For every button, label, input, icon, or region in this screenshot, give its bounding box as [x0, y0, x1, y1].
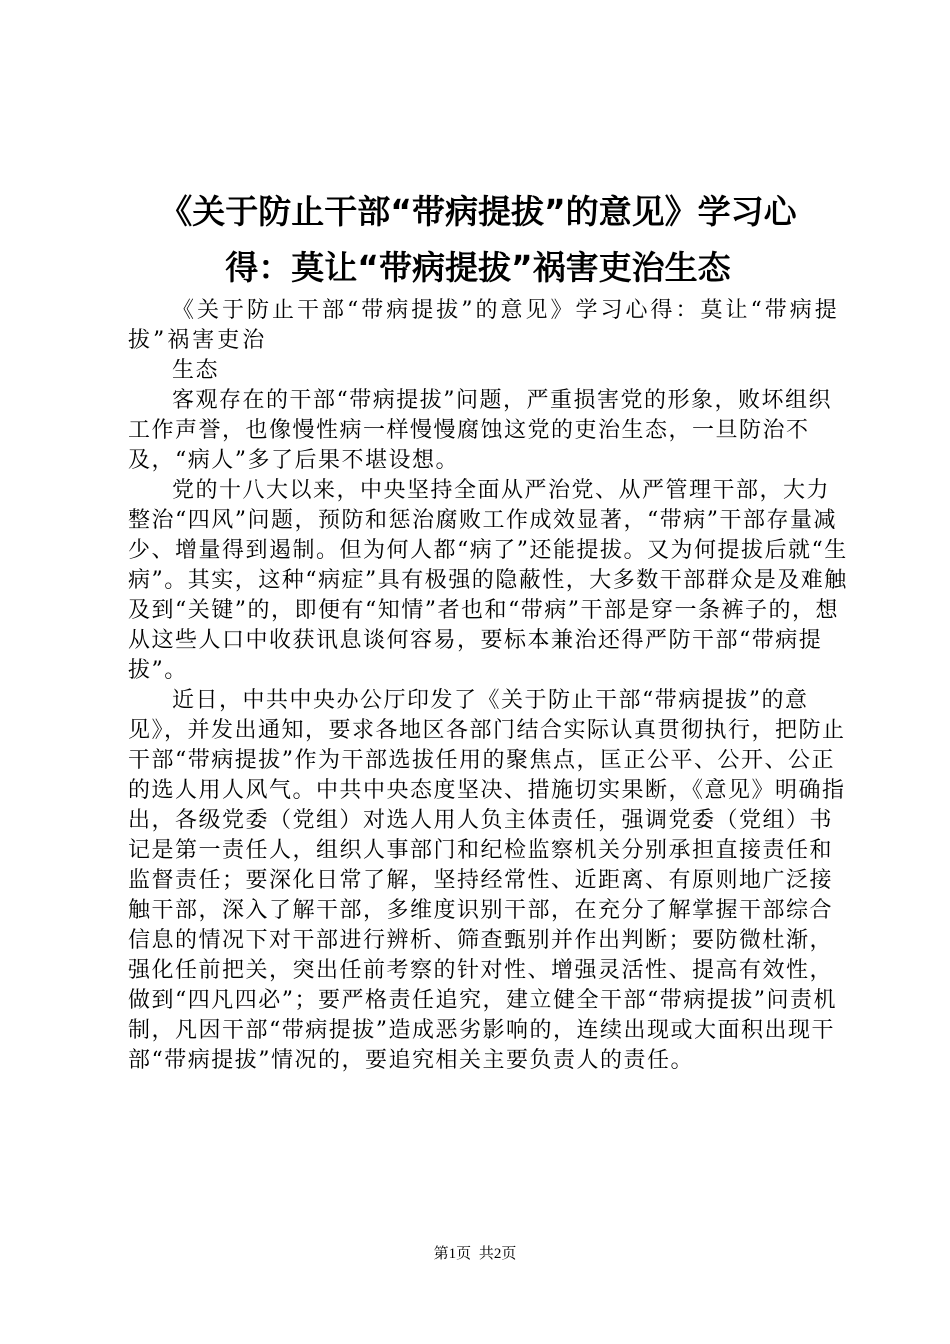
document-title — [128, 184, 828, 296]
page-number: 第1页 — [433, 1246, 472, 1262]
title-line-1: 《关于防止干部“带病提拔”的意见》学习心 — [159, 192, 797, 231]
page-total: 共2页 — [478, 1246, 517, 1262]
body-paragraph-1: 客观存在的干部“带病提拔”问题，严重损害党的形象，败坏组织工作声誉，也像慢性病一样慢慢腐蚀这党的吏治生态，一旦防治不及，“病人”多了后果不堪设想。 — [128, 388, 832, 473]
document-body — [128, 296, 848, 1076]
body-paragraph-2: 党的十八大以来，中央坚持全面从严治党、从严管理干部，大力整治“四风”问题，预防和惩治腐败工作成效显著，“带病”干部存量减少、增量得到遏制。但为何人都“病了”还能提拔。又为何提拔后就“生病”。其实，这种“病症”具有极强的隐蔽性，大多数干部群众是及难触及到“关键”的，即便有“知情”者也和“带病”干部是穿一条裤子的，想从这些人口中收获讯息谈何容易，要标本兼治还得严防干部“带病提拔”。 — [128, 478, 848, 683]
subtitle-continuation: 生态 — [172, 358, 220, 383]
title-line-2: 得：莫让“带病提拔”祸害吏治生态 — [225, 248, 731, 287]
subtitle-paragraph: 《关于防止干部“带病提拔”的意见》学习心得：莫让“带病提拔”祸害吏治 — [128, 298, 840, 353]
body-paragraph-3: 近日，中共中央办公厅印发了《关于防止干部“带病提拔”的意见》，并发出通知，要求各地区各部门结合实际认真贯彻执行，把防止干部“带病提拔”作为干部选拔任用的聚焦点，匡正公平、公开、公正的选人用人风气。中共中央态度坚决、措施切实果断，《意见》明确指出，各级党委（党组）对选人用人负主体责任，强调党委（党组）书记是第一责任人，组织人事部门和纪检监察机关分别承担直接责任和监督责任；要深化日常了解，坚持经常性、近距离、有原则地广泛接触干部，深入了解干部，多维度识别干部，在充分了解掌握干部综合信息的情况下对干部进行辨析、筛查甄别并作出判断；要防微杜渐，强化任前把关，突出任前考察的针对性、增强灵活性、提高有效性，做到“四凡四必”；要严格责任追究，建立健全干部“带病提拔”问责机制，凡因干部“带病提拔”造成恶劣影响的，连续出现或大面积出现干部“带病提拔”情况的，要追究相关主要负责人的责任。 — [128, 688, 846, 1073]
page-footer — [0, 1244, 950, 1264]
